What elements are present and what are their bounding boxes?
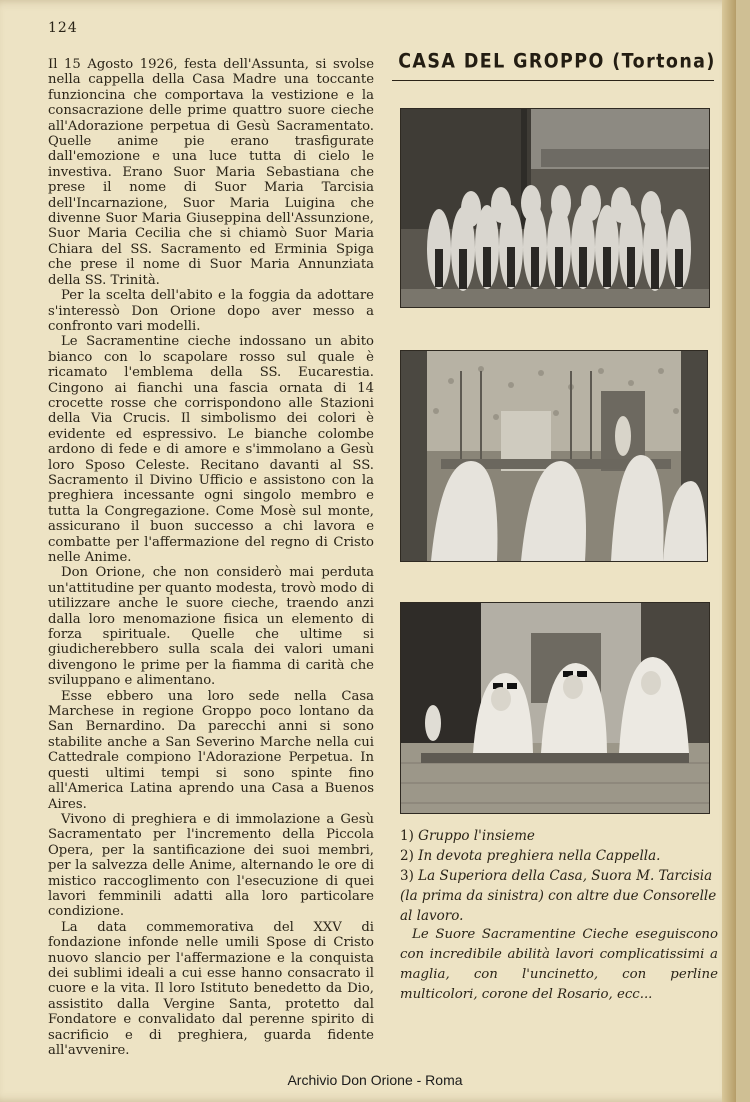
caption-2: [400, 846, 718, 866]
photo-work: [400, 602, 710, 814]
heading-rule: [392, 80, 714, 81]
page-number: 124: [48, 20, 78, 36]
caption-number: 1): [400, 828, 414, 844]
article-paragraph: Le Sacramentine cieche indossano un abito bianco con lo scapolare rosso sul quale è ricamato l'emblema della SS. Eucarestia. Cingono ai fianchi una fascia ornata di 14 crocette rosse che corrispondono alle Stazioni della Via Crucis. Il simbolismo dei colori è evidente ed espressivo. Le bianche colombe ardono di fede e di amore e s'immolano a Gesù loro Sposo Celeste. Recitano davanti al SS. Sacramento il Divino Ufficio e assistono con la preghiera incessante ogni singolo membro e tutta la Congregazione. Come Mosè sul monte, assicurano il buon successo a chi lavora e combatte per l'affermazione del regno di Cristo nelle Anime.: [48, 334, 374, 565]
article-paragraph: Vivono di preghiera e di immolazione a Gesù Sacramentato per l'incremento della Piccola Opera, per la santificazione dei suoi membri, per la salvezza delle Anime, alternando le ore di mistico raccoglimento con l'esecuzione di quei lavori femminili adatti alla loro particolare condizione.: [48, 811, 374, 920]
article-column: [48, 57, 374, 1058]
sidebar-note: Le Suore Sacramentine Cieche eseguiscono con incredibile abilità lavori complicatissimi a maglia, con l'uncinetto, con perline multicolori, corone del Rosario, ecc...: [400, 927, 718, 1002]
caption-text: In devota preghiera nella Cappella.: [418, 848, 661, 864]
caption-text: La Superiora della Casa, Suora M. Tarcisia (la prima da sinistra) con altre due Consorelle al lavoro.: [400, 868, 717, 924]
photo-chapel: [400, 350, 708, 562]
article-paragraph: Esse ebbero una loro sede nella Casa Marchese in regione Groppo poco lontano da San Bernardino. Da parecchi anni si sono stabilite anche a San Severino Marche nella cui Cattedrale compiono l'Adorazione Perpetua. In questi ultimi tempi si sono spinte fino all'America Latina aprendo una Casa a Buenos Aires.: [48, 688, 374, 812]
article-paragraph: La data commemorativa del XXV di fondazione infonde nelle umili Spose di Cristo nuovo slancio per l'affermazione e la conquista dei sublimi ideali a cui esse hanno consacrato il cuore e la vita. Il loro Istituto benedetto da Dio, assistito dalla Vergine Santa, protetto dal Fondatore e convalidato dal perenne spirito di sacrificio e di preghiera, guarda fidente all'avvenire.: [48, 919, 374, 1058]
photo-captions: [400, 826, 718, 926]
article-paragraph: Il 15 Agosto 1926, festa dell'Assunta, si svolse nella cappella della Casa Madre una toccante funzioncina che comportava la vestizione e la consacrazione delle prime quattro suore cieche all'Adorazione perpetua di Gesù Sacramentato. Quelle anime pie erano trasfigurate dall'emozione e una luce tutta di cielo le investiva. Erano Suor Maria Sebastiana che prese il nome di Suor Maria Tarcisia dell'Incarnazione, Suor Maria Luigina che divenne Suor Maria Giuseppina dell'Assunzione, Suor Maria Cecilia che si chiamò Suor Maria Chiara del SS. Sacramento ed Erminia Spiga che prese il nome di Suor Maria Annunziata della SS. Trinità.: [48, 57, 374, 288]
caption-1: [400, 826, 718, 846]
caption-3: [400, 866, 718, 926]
article-paragraph: Don Orione, che non considerò mai perduta un'attitudine per quanto modesta, trovò modo di utilizzare anche le suore cieche, traendo anzi dalla loro menomazione fisica un elemento di forza spirituale. Quelle che ultime si giudicherebbero sulla scala dei valori umani divengono le prime per la fiamma di carità che sviluppano e alimentano.: [48, 565, 374, 689]
page-edge: [722, 0, 736, 1102]
caption-text: Gruppo l'insieme: [418, 828, 535, 844]
section-heading: CASA DEL GROPPO (Tortona): [398, 50, 716, 74]
caption-number: 3): [400, 868, 414, 884]
article-paragraph: Per la scelta dell'abito e la foggia da adottare s'interessò Don Orione dopo aver messo a confronto vari modelli.: [48, 288, 374, 334]
archive-footer: Archivio Don Orione - Roma: [287, 1072, 463, 1088]
caption-number: 2): [400, 848, 414, 864]
photo-group: [400, 108, 710, 308]
